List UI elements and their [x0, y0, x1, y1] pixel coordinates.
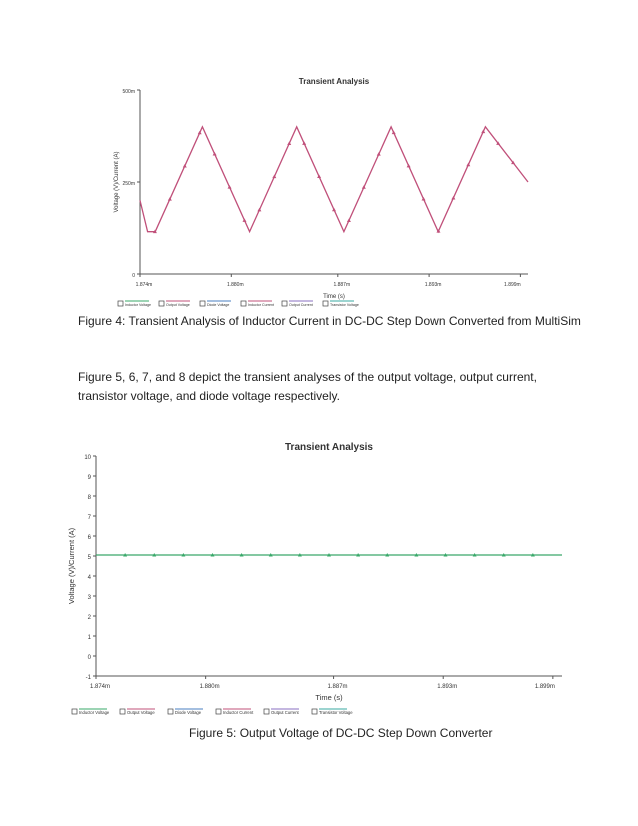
legend-checkbox [323, 301, 328, 306]
y-tick-label: 3 [87, 595, 91, 601]
legend-entry: Inductor Current [223, 710, 254, 715]
y-tick-label: 250m [122, 181, 135, 187]
series-marker [198, 131, 202, 135]
legend-entry: Diode Voltage [207, 303, 230, 307]
figure4-caption: Figure 4: Transient Analysis of Inductor Current in DC-DC Step Down Converted from MultiSim [78, 314, 581, 328]
x-tick-label: 1.874m [135, 282, 153, 288]
x-tick-label: 1.880m [199, 684, 220, 690]
series-marker [168, 197, 172, 201]
x-tick-label: 1.899m [534, 684, 555, 690]
legend-checkbox [216, 709, 221, 714]
series-marker [481, 130, 485, 134]
legend-entry: Output Current [289, 303, 313, 307]
y-tick-label: 6 [87, 535, 91, 541]
legend-entry: Inductor Voltage [125, 303, 151, 307]
legend-checkbox [200, 301, 205, 306]
chart-title: Transient Analysis [298, 77, 370, 86]
legend-entry: Transistor Voltage [330, 303, 359, 307]
series-line-inductor-current [140, 127, 528, 232]
legend-entry: Output Voltage [166, 303, 190, 307]
series-marker [228, 185, 232, 189]
series-marker [213, 152, 217, 156]
x-tick-label: 1.893m [424, 282, 442, 288]
y-tick-label: 500m [122, 89, 135, 95]
y-tick-label: 5 [87, 555, 91, 561]
series-marker [302, 141, 306, 145]
y-tick-label: 0 [132, 273, 135, 279]
figure5-caption: Figure 5: Output Voltage of DC-DC Step Down Converter [189, 726, 493, 740]
y-tick-label: 7 [87, 515, 91, 521]
series-marker [392, 131, 396, 135]
series-marker [347, 218, 351, 222]
y-tick-label: 10 [84, 455, 91, 461]
legend-checkbox [168, 709, 173, 714]
x-tick-label: 1.899m [504, 282, 521, 288]
series-marker [466, 163, 470, 167]
figure4-chart [100, 72, 550, 312]
legend-checkbox [118, 301, 123, 306]
legend-entry: Inductor Current [248, 303, 274, 307]
series-marker [422, 197, 426, 201]
x-tick-label: 1.880m [226, 282, 244, 288]
series-marker [242, 218, 246, 222]
chart-title: Transient Analysis [285, 442, 373, 453]
y-tick-label: 4 [87, 575, 91, 581]
y-tick-label: 8 [87, 495, 91, 501]
legend-entry: Diode Voltage [175, 710, 202, 715]
y-tick-label: 2 [87, 615, 91, 621]
y-tick-label: 1 [87, 635, 91, 641]
x-tick-label: 1.887m [333, 282, 351, 288]
y-axis-label: Voltage (V)/Current (A) [67, 527, 76, 605]
legend-entry: Output Voltage [127, 710, 155, 715]
legend-checkbox [72, 709, 77, 714]
series-marker [183, 164, 187, 168]
x-axis-label: Time (s) [315, 693, 343, 702]
series-marker [407, 164, 411, 168]
legend-checkbox [264, 709, 269, 714]
series-marker [332, 208, 336, 212]
x-axis-label: Time (s) [323, 294, 345, 300]
x-tick-label: 1.893m [437, 684, 458, 690]
legend-entry: Transistor Voltage [319, 710, 353, 715]
y-tick-label: -1 [85, 675, 91, 681]
legend-entry: Output Current [271, 710, 299, 715]
series-marker [272, 175, 276, 179]
y-tick-label: 0 [87, 655, 91, 661]
legend-checkbox [159, 301, 164, 306]
legend-checkbox [120, 709, 125, 714]
y-tick-label: 9 [87, 475, 91, 481]
body-paragraph: Figure 5, 6, 7, and 8 depict the transient analyses of the output voltage, output current, transistor voltage, and diode voltage respectively. [78, 370, 537, 403]
series-marker [317, 175, 321, 179]
y-axis-label: Voltage (V)/Current (A) [114, 151, 120, 213]
x-tick-label: 1.887m [327, 684, 348, 690]
series-marker [451, 196, 455, 200]
legend-entry: Inductor Voltage [79, 710, 110, 715]
x-tick-label: 1.874m [89, 684, 111, 690]
legend-checkbox [312, 709, 317, 714]
legend-checkbox [282, 301, 287, 306]
series-marker [287, 141, 291, 145]
figure5-chart [60, 436, 580, 720]
legend-checkbox [241, 301, 246, 306]
